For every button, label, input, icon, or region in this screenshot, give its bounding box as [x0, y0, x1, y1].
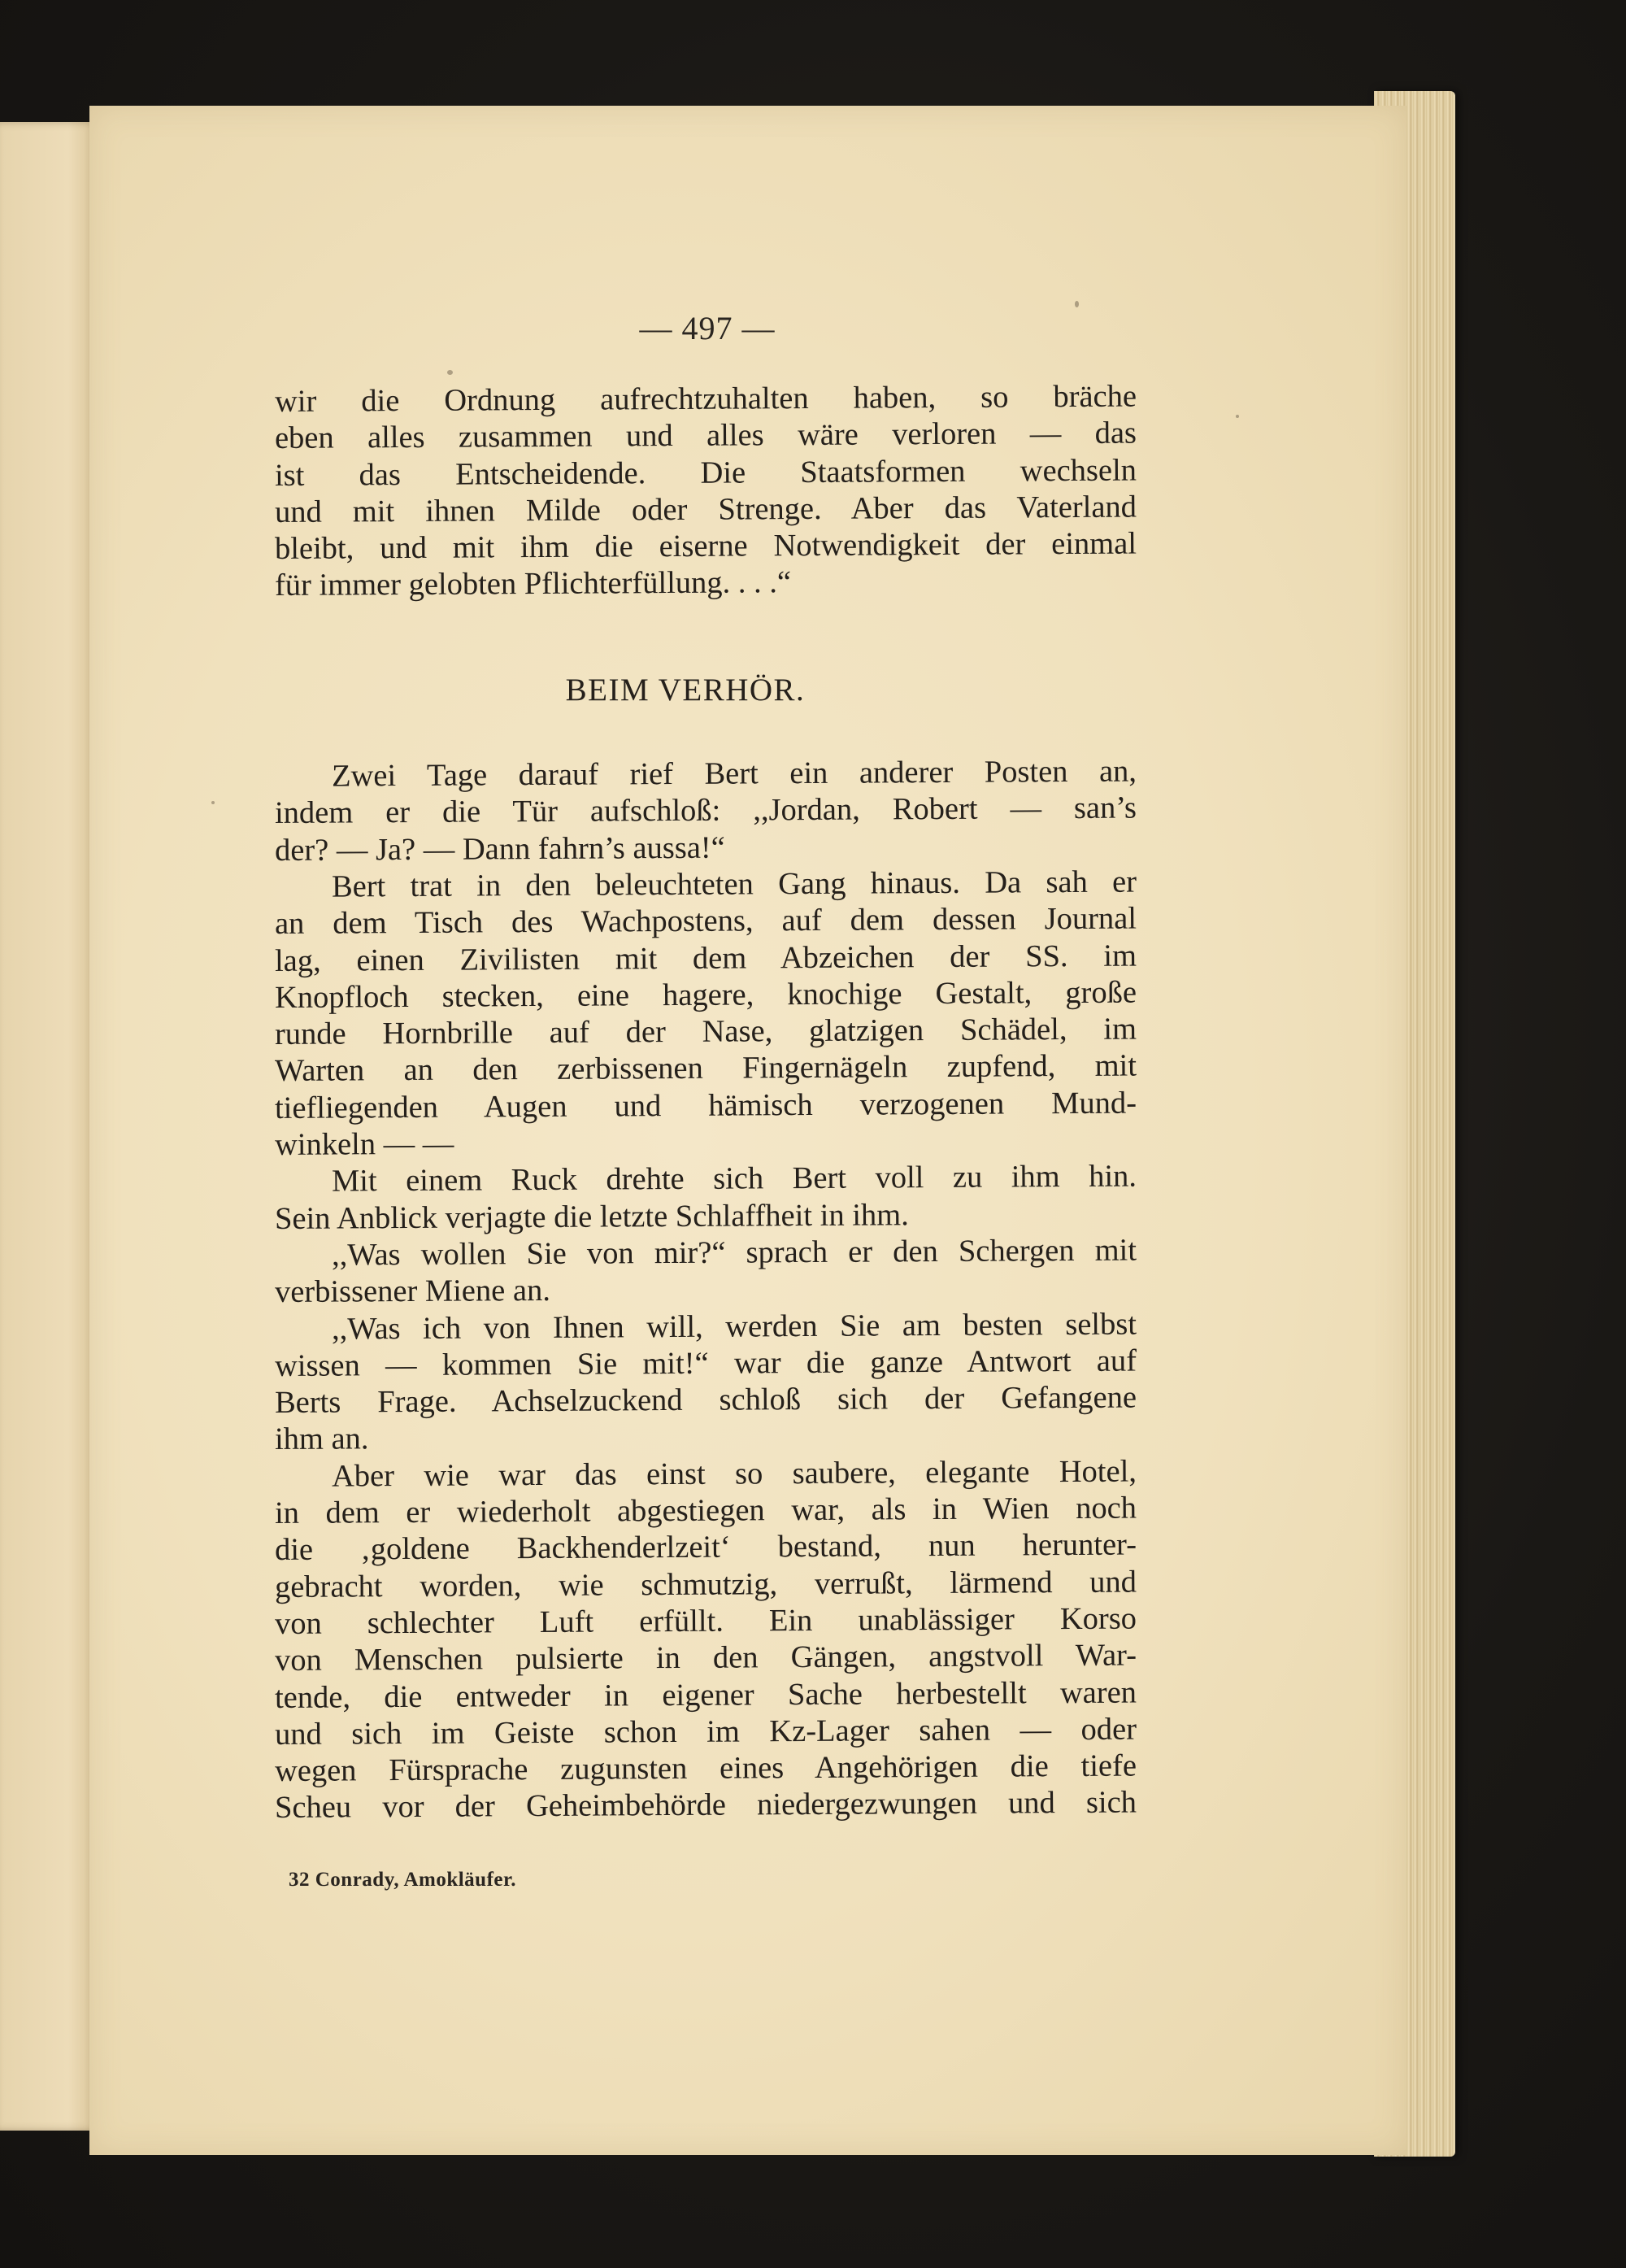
text-line: Scheu vor der Geheimbehörde niedergezwungen und sich [274, 1785, 1137, 1826]
text-line: Mit einem Ruck drehte sich Bert voll zu ihm hin. [331, 1159, 1137, 1199]
text-line: der? — Ja? — Dann fahrn’s aussa!“ [274, 830, 725, 868]
text-line: Zwei Tage darauf rief Bert ein anderer Posten an, [331, 754, 1137, 794]
text-line: Knopfloch stecken, eine hagere, knochige Gestalt, große [274, 975, 1137, 1015]
text-line: ,,Was wollen Sie von mir?“ sprach er den Schergen mit [331, 1233, 1137, 1273]
text-line: Aber wie war das einst so saubere, elegante Hotel, [331, 1454, 1137, 1494]
paper-speck [211, 801, 215, 804]
text-line: tende, die entweder in eigener Sache herbestellt waren [274, 1675, 1137, 1715]
text-line: lag, einen Zivilisten mit dem Abzeichen der SS. im [274, 938, 1137, 978]
text-line: Warten an den zerbissenen Fingernägeln zupfend, mit [274, 1048, 1137, 1089]
page-text [274, 379, 1137, 1827]
page-number: — 497 — [639, 310, 776, 346]
text-line: wissen — kommen Sie mit!“ war die ganze Antwort auf [274, 1343, 1137, 1383]
text-line: indem er die Tür aufschloß: ,,Jordan, Robert — san’s [274, 790, 1137, 831]
text-line: runde Hornbrille auf der Nase, glatzigen Schädel, im [274, 1012, 1137, 1052]
text-line: wegen Fürsprache zugunsten eines Angehörigen die tiefe [274, 1748, 1137, 1789]
text-line: Berts Frage. Achselzuckend schloß sich der Gefangene [274, 1380, 1137, 1421]
text-line: und mit ihnen Milde oder Strenge. Aber das Vaterland [274, 490, 1137, 529]
text-line: von Menschen pulsierte in den Gängen, angstvoll War- [274, 1638, 1137, 1678]
text-line: Bert trat in den beleuchteten Gang hinaus. Da sah er [331, 864, 1137, 904]
footer-signature: 32 Conrady, Amokläufer. [289, 1869, 517, 1891]
paper-speck [1236, 415, 1239, 418]
paper-speck [447, 370, 453, 375]
text-line: an dem Tisch des Wachpostens, auf dem dessen Journal [274, 901, 1137, 942]
text-line: ,,Was ich von Ihnen will, werden Sie am besten selbst [331, 1307, 1137, 1347]
text-line: die ‚goldene Backhenderlzeit‘ bestand, nun herunter- [274, 1527, 1137, 1568]
facing-page-edge [0, 122, 98, 2131]
text-line: eben alles zusammen und alles wäre verloren — das [274, 416, 1137, 456]
text-line: für immer gelobten Pflichterfüllung. . . .“ [274, 565, 792, 603]
text-line: wir die Ordnung aufrechtzuhalten haben, so bräche [274, 379, 1137, 419]
text-line: und sich im Geiste schon im Kz-Lager sahen — oder [274, 1712, 1137, 1752]
text-line: ihm an. [274, 1421, 369, 1457]
paper-speck [1075, 301, 1079, 307]
text-line: ist das Entscheidende. Die Staatsformen wechseln [274, 453, 1137, 493]
text-line: verbissener Miene an. [274, 1273, 551, 1310]
text-line: in dem er wiederholt abgestiegen war, als in Wien noch [274, 1491, 1137, 1531]
text-line: Sein Anblick verjagte die letzte Schlaffheit in ihm. [274, 1197, 909, 1236]
text-line: gebracht worden, wie schmutzig, verrußt, lärmend und [274, 1565, 1137, 1604]
text-line: winkeln — — [274, 1126, 454, 1163]
text-line: bleibt, und mit ihm die eiserne Notwendigkeit der einmal [274, 526, 1137, 567]
text-line: tiefliegenden Augen und hämisch verzogenen Mund- [274, 1086, 1137, 1125]
text-line: von schlechter Luft erfüllt. Ein unablässiger Korso [274, 1601, 1137, 1641]
section-heading: BEIM VERHÖR. [565, 672, 806, 707]
